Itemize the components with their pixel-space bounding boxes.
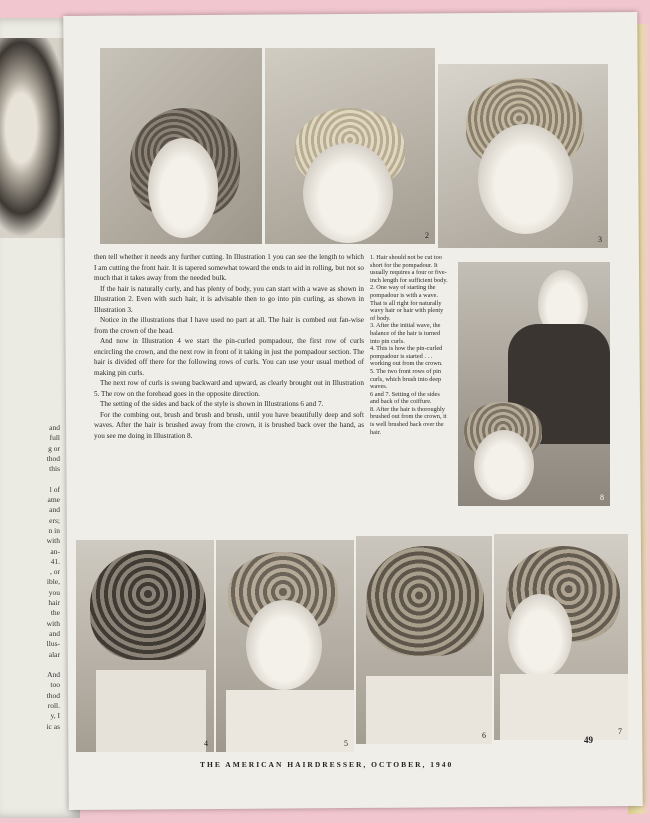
article-paragraph: The setting of the sides and back of the style is shown in Illustrations 6 and 7. — [100, 400, 324, 408]
illustration-5-photo — [216, 540, 354, 752]
article-text — [94, 252, 364, 441]
illustration-4-number: 4 — [204, 739, 208, 748]
left-page-text: and full g or thod this l of ame and ers; n in with an- 41. , or ible, you hair the with and llus- alar And too thod roll. y, I ic as — [46, 423, 60, 731]
illustration-3-number: 3 — [598, 235, 602, 244]
illustration-7-photo — [494, 534, 628, 740]
page-number: 49 — [584, 735, 593, 745]
article-paragraph: The next row of curls is swung backward and upward, as clearly brought out in Illustration 5. The row on the forehead goes in the opposite direction. — [94, 379, 364, 398]
illustration-6-photo — [356, 536, 492, 744]
caption-4: 4. This is how the pin-curled pompadour is started . . . working out from the crown. — [370, 345, 443, 368]
illustration-6-number: 6 — [482, 731, 486, 740]
caption-8: 8. After the hair is thoroughly brushed out from the crown, it is well brushed back over the hair. — [370, 405, 447, 436]
article-paragraph: If the hair is naturally curly, and has plenty of body, you can start with a wave as shown in Illustration 2. Even with such hair, it is advisable then to go into pin curling, as shown in Illustration 3. — [94, 284, 364, 314]
caption-3: 3. After the initial wave, the balance of the hair is turned into pin curls. — [370, 322, 441, 345]
article-paragraph: Notice in the illustrations that I have used no part at all. The hair is combed out fan-wise from the crown of the head. — [94, 316, 364, 335]
caption-5: 5. The two front rows of pin curls, which brush into deep waves. — [370, 367, 442, 391]
caption-1: 1. Hair should not be cut too short for the pompadour. It usually requires a four or five-inch length for sufficient body. — [370, 254, 448, 284]
illustration-2-number: 2 — [425, 231, 429, 240]
illustration-2-photo — [265, 48, 435, 244]
publication-footer: THE AMERICAN HAIRDRESSER, OCTOBER, 1940 — [200, 760, 454, 769]
article-paragraph: then tell whether it needs any further cutting. In Illustration 1 you can see the length to which I am cutting the front hair. It is tapered somewhat toward the ends to aid in rolling, but not so much that it takes away from the needed bulk. — [94, 253, 364, 282]
illustration-1-photo — [100, 48, 262, 244]
illustration-4-photo — [76, 540, 214, 752]
caption-column — [370, 254, 450, 436]
illustration-8-photo — [458, 262, 610, 506]
illustration-7-number: 7 — [618, 727, 622, 736]
left-page-photo — [0, 38, 70, 238]
caption-6-7: 6 and 7. Setting of the sides and back of the coiffure. — [370, 390, 440, 406]
article-paragraph: For the combing out, brush and brush and brush, until you have beautifully deep and soft waves. After the hair is brushed away from the crown, it is brushed back over the hand, as you see me doing in Illustration 8. — [94, 410, 364, 440]
illustration-3-photo — [438, 64, 608, 248]
caption-2: 2. One way of starting the pompadour is with a wave. That is all right for naturally wavy hair or hair with plenty of body. — [370, 284, 444, 322]
illustration-5-number: 5 — [344, 739, 348, 748]
illustration-8-number: 8 — [600, 493, 604, 502]
article-paragraph: And now in Illustration 4 we start the pin-curled pompadour, the first row of curls encircling the crown, and the next row in front of it taking in just the pompadour section. The hair is divided off there for the following rows of curls. You can use your usual method of making pin curls. — [94, 337, 364, 377]
